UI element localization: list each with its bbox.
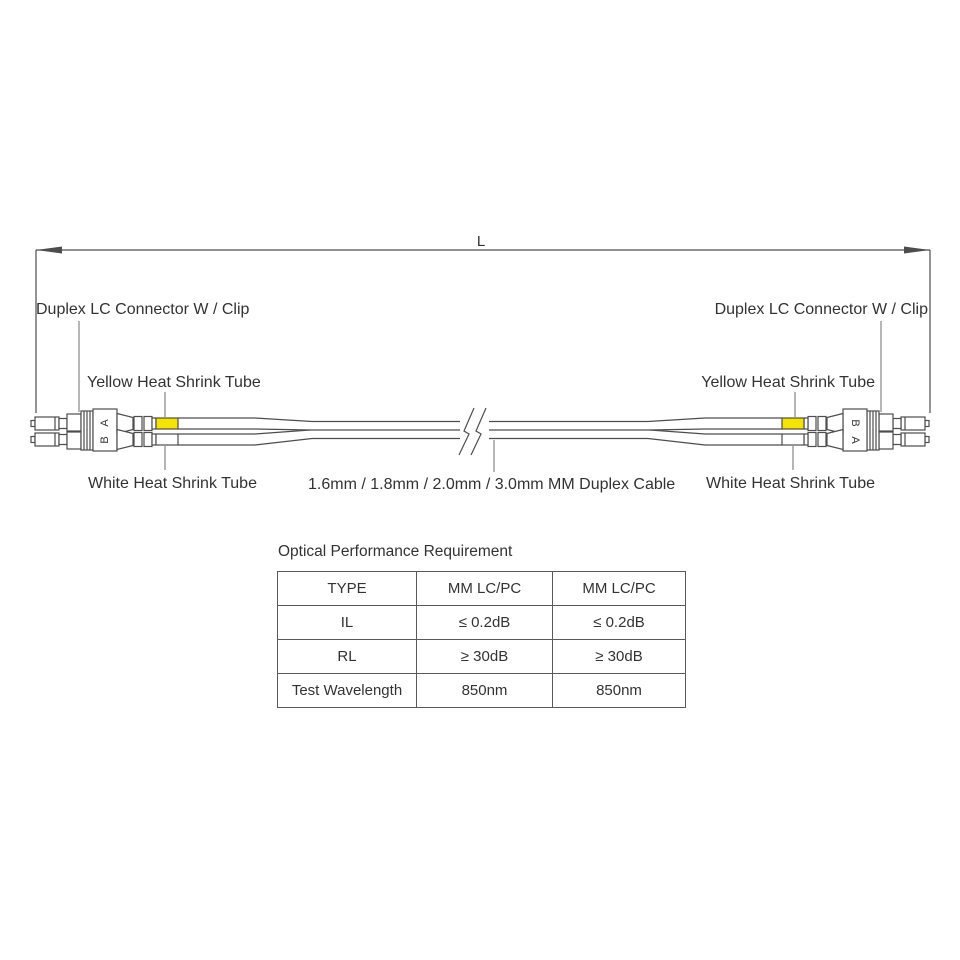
table-cell: ≥ 30dB [553,640,686,674]
table-cell: ≥ 30dB [417,640,553,674]
left-white-tube-label: White Heat Shrink Tube [88,475,257,492]
optical-performance-section [277,543,686,708]
left-lc-connector [31,409,312,451]
table-cell: 850nm [553,674,686,708]
break-symbol-icon [459,408,486,455]
right-white-tube-label: White Heat Shrink Tube [706,475,875,492]
right-arrow-icon [904,247,930,254]
length-dimension-label: L [476,233,486,250]
right-lc-connector [648,409,929,451]
cable-label: 1.6mm / 1.8mm / 2.0mm / 3.0mm MM Duplex Cable [308,476,676,493]
right-connector-label: Duplex LC Connector W / Clip [714,301,928,318]
spec-table [277,571,686,708]
table-cell: IL [278,606,417,640]
table-title: Optical Performance Requirement [278,543,513,560]
left-yellow-tube-label: Yellow Heat Shrink Tube [87,374,261,391]
table-cell: MM LC/PC [417,572,553,606]
table-cell: MM LC/PC [553,572,686,606]
left-connector-label: Duplex LC Connector W / Clip [36,301,250,318]
table-cell: Test Wavelength [278,674,417,708]
table-cell: TYPE [278,572,417,606]
table-row-wavelength [278,674,686,708]
table-row-type [278,572,686,606]
table-cell: ≤ 0.2dB [417,606,553,640]
left-port-b-label: B [99,436,111,444]
table-cell: ≤ 0.2dB [553,606,686,640]
leader-lines [79,321,881,472]
right-yellow-tube-label: Yellow Heat Shrink Tube [701,374,875,391]
right-port-a-label: A [849,436,861,444]
left-port-a-label: A [99,419,111,427]
left-arrow-icon [36,247,62,254]
table-row-il [278,606,686,640]
table-cell: RL [278,640,417,674]
duplex-cable [310,408,650,455]
table-cell: 850nm [417,674,553,708]
table-row-rl [278,640,686,674]
right-port-b-label: B [849,419,861,427]
